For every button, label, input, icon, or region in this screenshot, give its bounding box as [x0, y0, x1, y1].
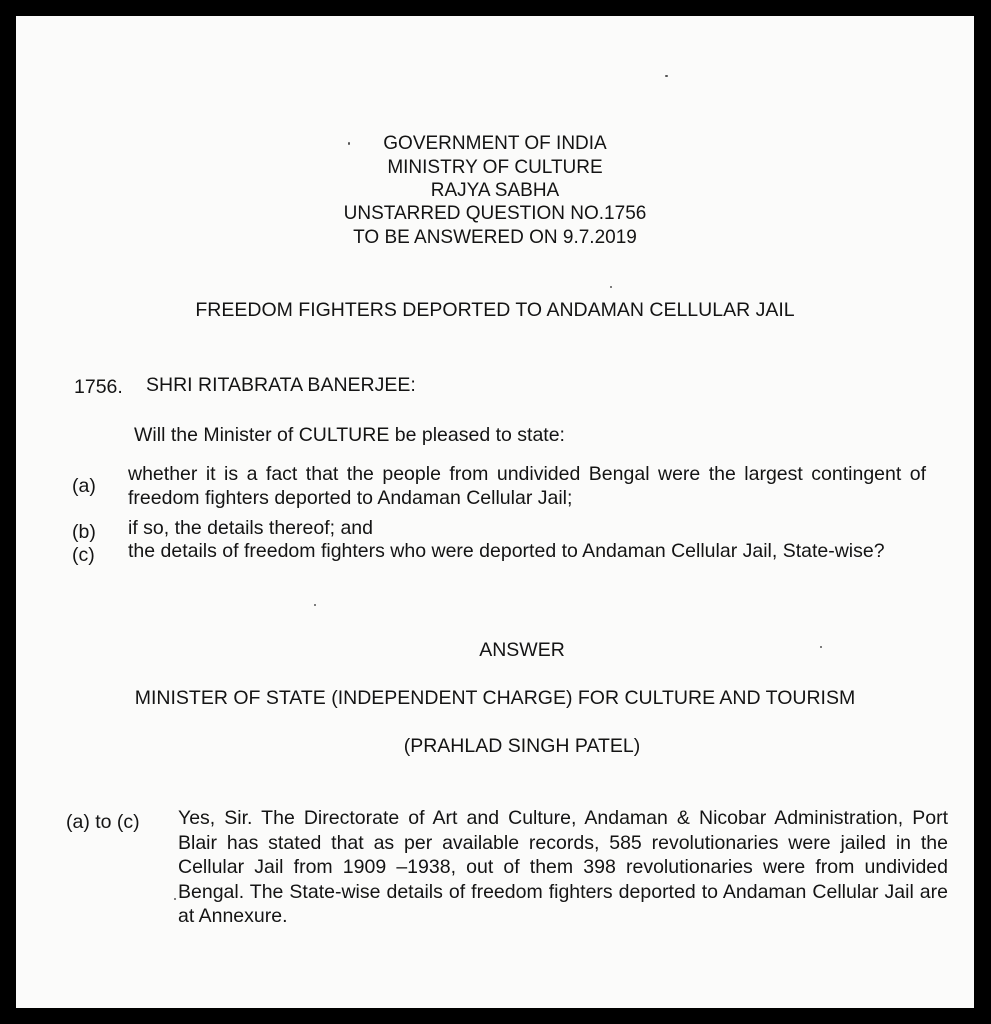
question-number: 1756.	[74, 376, 123, 398]
scan-speck	[610, 286, 612, 288]
answer-label: (a) to (c)	[66, 811, 140, 833]
header-ministry: MINISTRY OF CULTURE	[387, 157, 603, 178]
question-item-b: if so, the details thereof; and	[128, 517, 373, 539]
document-title: FREEDOM FIGHTERS DEPORTED TO ANDAMAN CELLULAR JAIL	[195, 299, 795, 321]
header-question-number: UNSTARRED QUESTION NO.1756	[343, 203, 647, 224]
answer-minister-title: MINISTER OF STATE (INDEPENDENT CHARGE) FOR CULTURE AND TOURISM	[134, 687, 856, 709]
question-item-a: whether it is a fact that the people from undivided Bengal were the largest contingent of freedom fighters deported to Andaman Cellular Jail;	[128, 463, 926, 509]
question-item-label-c: (c)	[72, 544, 95, 566]
answer-heading: ANSWER	[479, 639, 565, 661]
answer-minister-name: (PRAHLAD SINGH PATEL)	[403, 735, 641, 757]
header-answer-date: TO BE ANSWERED ON 9.7.2019	[353, 227, 637, 248]
question-item-label-b: (b)	[72, 521, 96, 543]
scan-speck	[174, 898, 176, 900]
scan-speck	[314, 604, 316, 606]
header-house: RAJYA SABHA	[430, 180, 560, 201]
answer-text: Yes, Sir. The Directorate of Art and Culture, Andaman & Nicobar Administration, Port Blair has stated that as per available records, 585 revolutionaries were jailed in the Cellular Jail from 1909 –1938, out of them 398 revolutionaries were from undivided Bengal. The State-wise details of freedom fighters deported to Andaman Cellular Jail are at Annexure.	[178, 807, 948, 927]
document-page	[16, 16, 974, 1008]
question-item-label-a: (a)	[72, 475, 96, 497]
header-government: GOVERNMENT OF INDIA	[383, 133, 607, 154]
question-item-c: the details of freedom fighters who were deported to Andaman Cellular Jail, State-wise?	[128, 540, 885, 562]
question-intro: Will the Minister of CULTURE be pleased to state:	[134, 424, 565, 446]
question-member: SHRI RITABRATA BANERJEE:	[146, 374, 416, 396]
scan-speck	[665, 75, 668, 77]
